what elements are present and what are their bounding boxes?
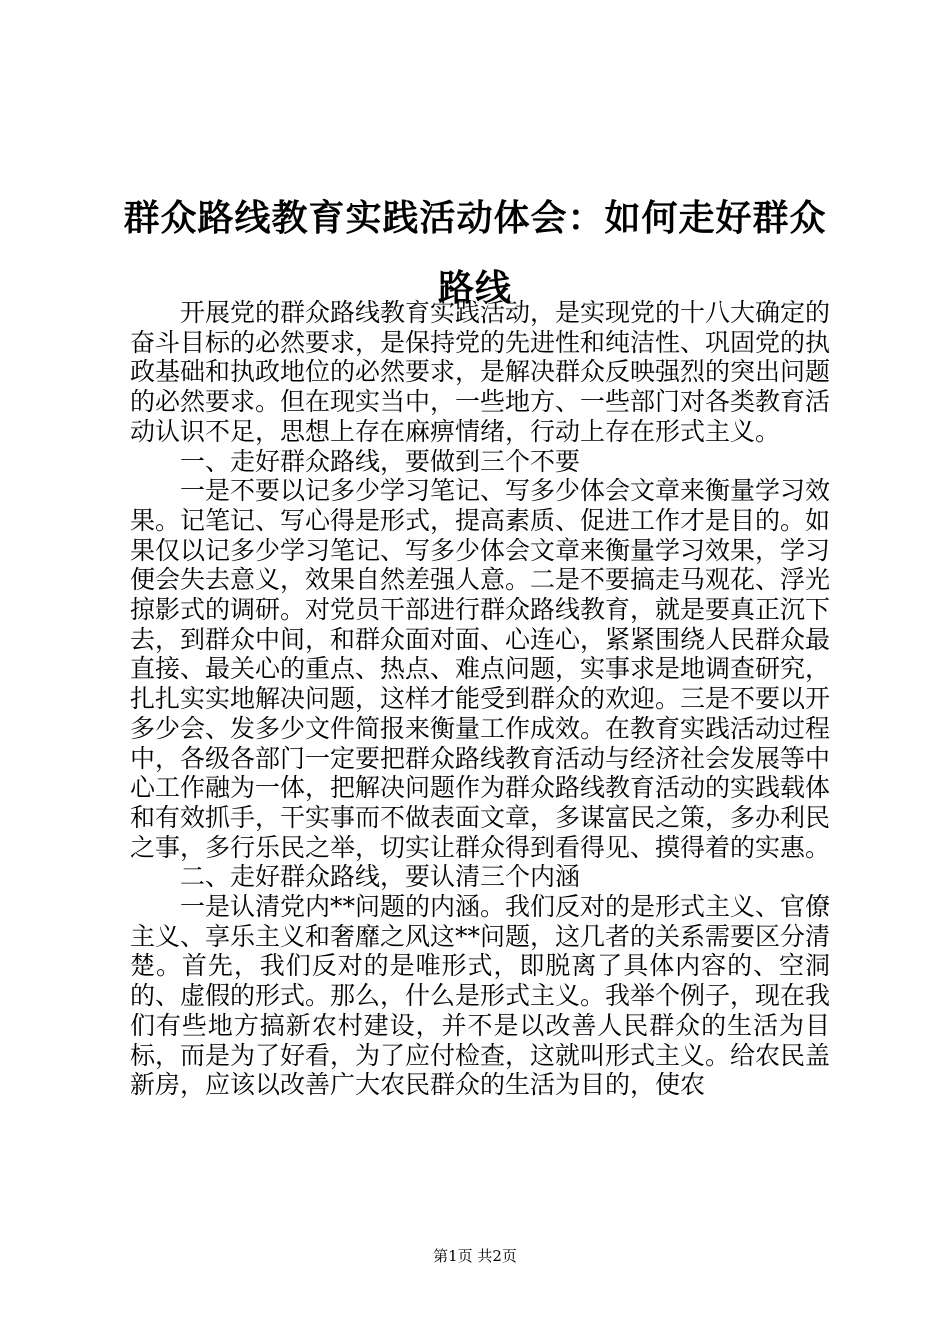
paragraph-section-1: 一是不要以记多少学习笔记、写多少体会文章来衡量学习效果。记笔记、写心得是形式，提高素质、促进工作才是目的。如果仅以记多少学习笔记、写多少体会文章来衡量学习效果，学习便会失去意义，效果自然差强人意。二是不要搞走马观花、浮光掠影式的调研。对党员干部进行群众路线教育，就是要真正沉下去，到群众中间，和群众面对面、心连心，紧紧围绕人民群众最直接、最关心的重点、热点、难点问题，实事求是地调查研究，扎扎实实地解决问题，这样才能受到群众的欢迎。三是不要以开多少会、发多少文件简报来衡量工作成效。在教育实践活动过程中，各级各部门一定要把群众路线教育活动与经济社会发展等中心工作融为一体，把解决问题作为群众路线教育活动的实践载体和有效抓手，干实事而不做表面文章，多谋富民之策，多办利民之事，多行乐民之举，切实让群众得到看得见、摸得着的实惠。 — [130, 476, 831, 862]
document-title: 群众路线教育实践活动体会：如何走好群众路线 — [123, 198, 827, 310]
paragraph-section-2: 一是认清党内**问题的内涵。我们反对的是形式主义、官僚主义、享乐主义和奢靡之风这**问题，这几者的关系需要区分清楚。首先，我们反对的是唯形式，即脱离了具体内容的、空洞的、虚假的形式。那么，什么是形式主义。我举个例子，现在我们有些地方搞新农村建设，并不是以改善人民群众的生活为目标，而是为了好看，为了应付检查，这就叫形式主义。给农民盖新房，应该以改善广大农民群众的生活为目的，使农 — [130, 892, 831, 1100]
section-heading-1: 一、走好群众路线，要做到三个不要 — [180, 446, 581, 476]
section-heading-2: 二、走好群众路线，要认清三个内涵 — [180, 862, 581, 892]
page-footer: 第1页 共2页 — [433, 1247, 517, 1265]
paragraph-intro: 开展党的群众路线教育实践活动，是实现党的十八大确定的奋斗目标的必然要求，是保持党的先进性和纯洁性、巩固党的执政基础和执政地位的必然要求，是解决群众反映强烈的突出问题的必然要求。但在现实当中，一些地方、一些部门对各类教育活动认识不足，思想上存在麻痹情绪，行动上存在形式主义。 — [130, 298, 831, 446]
document-body — [130, 298, 830, 1100]
